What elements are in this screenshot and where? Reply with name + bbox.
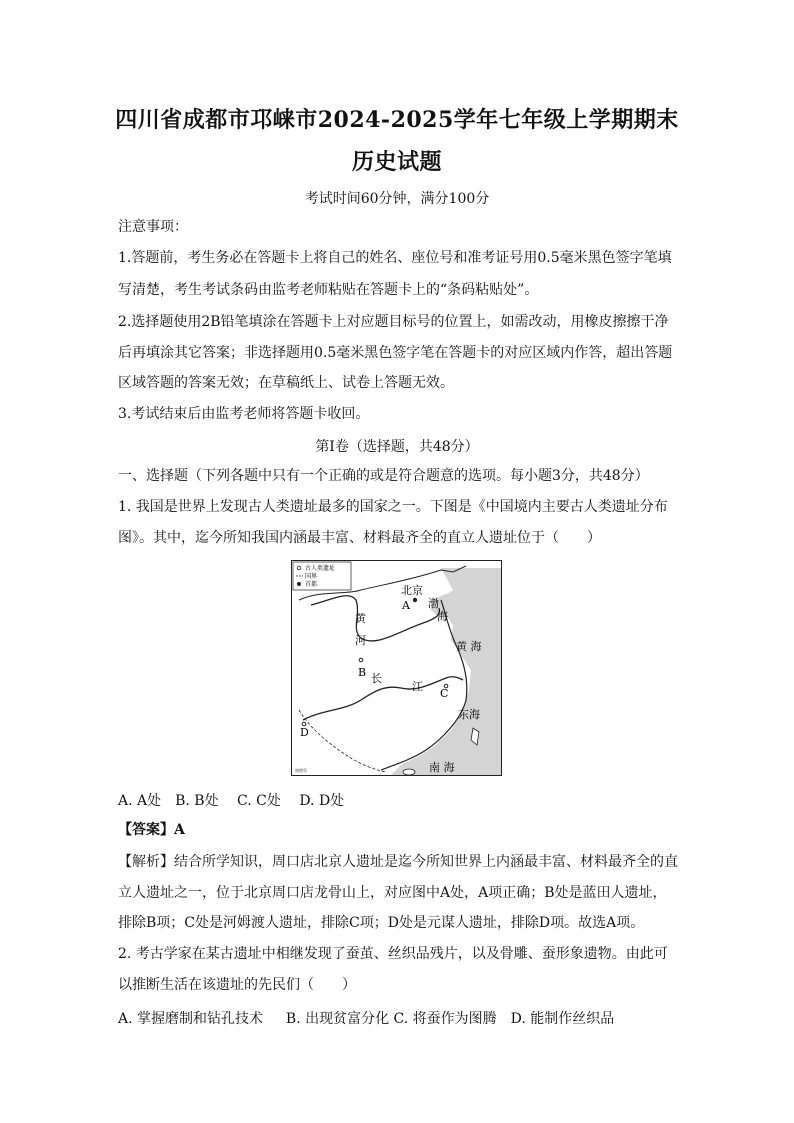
map-label-bohai-2: 海 — [437, 610, 448, 623]
map-label-beijing: 北京 — [401, 584, 423, 597]
legend-border: 国界 — [305, 573, 318, 580]
question-1-text: 图》。其中，迄今所知我国内涵最丰富、材料最齐全的直立人遗址位于（ ） — [118, 530, 601, 546]
question-1-analysis: 【解析】结合所学知识，周口店北京人遗址是迄今所知世界上内涵最丰富、材料最齐全的直 — [118, 854, 678, 870]
map-label-south-sea: 南 海 — [429, 761, 455, 774]
question-1-options: A. A处 B. B处 C. C处 D. D处 — [118, 793, 345, 809]
notice-line: 区域答题的答案无效；在草稿纸上、试卷上答题无效。 — [118, 375, 454, 391]
site-label-c: C — [440, 687, 449, 700]
notice-line: 写清楚，考生考试条码由监考老师粘贴在答题卡上的“条码粘贴处”。 — [118, 282, 539, 298]
map-label-bohai: 渤 — [428, 597, 439, 610]
site-label-b: B — [358, 666, 367, 679]
notice-line: 2.选择题使用2B铅笔填涂在答题卡上对应题目标号的位置上，如需改动，用橡皮擦擦干净 — [118, 314, 669, 330]
notice-heading: 注意事项： — [118, 219, 188, 235]
document-title: 四川省成都市邛崃市2024-2025学年七年级上学期期末 — [115, 107, 679, 133]
map-label-yellow-sea: 黄 海 — [456, 640, 482, 653]
capital-marker — [413, 598, 417, 602]
question-1-answer: 【答案】A — [118, 822, 185, 838]
legend-capital: 首都 — [305, 581, 318, 588]
legend-capital-icon — [297, 582, 301, 586]
map-label-he: 河 — [355, 634, 366, 647]
question-1-text: 1. 我国是世界上发现古人类遗址最多的国家之一。下图是《中国境内主要古人类遗址分布 — [118, 499, 668, 515]
document-subtitle: 历史试题 — [351, 149, 442, 175]
question-2-text: 以推断生活在该遗址的先民们（ ） — [118, 977, 356, 993]
notice-line: 1.答题前，考生务必在答题卡上将自己的姓名、座位号和准考证号用0.5毫米黑色签字笔填 — [118, 250, 672, 266]
ancient-sites-map — [291, 560, 502, 776]
site-label-a: A — [402, 599, 410, 612]
question-2-text: 2. 考古学家在某古遗址中相继发现了蚕茧、丝织品残片，以及骨雕、蚕形象遗物。由此可 — [118, 946, 668, 962]
map-note: 审图号 — [295, 768, 307, 773]
map-label-chang: 长 — [371, 672, 382, 685]
question-1-analysis: 排除B项；C处是河姆渡人遗址，排除C项；D处是元谋人遗址，排除D项。故选A项。 — [118, 915, 645, 931]
legend-site: 古人类遗址 — [305, 565, 336, 572]
question-1-analysis: 立人遗址之一，位于北京周口店龙骨山上，对应图中A处，A项正确；B处是蓝田人遗址， — [118, 885, 667, 901]
notice-line: 3.考试结束后由监考老师将答题卡收回。 — [118, 406, 370, 422]
map-label-east-sea: 东海 — [458, 708, 480, 721]
question-2-options: A. 掌握磨制和钻孔技术 B. 出现贫富分化 C. 将蚕作为图腾 D. 能制作丝织品 — [118, 1011, 615, 1027]
map-label-huang: 黄 — [355, 612, 366, 625]
section-title: 第Ⅰ卷（选择题，共48分） — [315, 439, 479, 455]
site-label-d: D — [300, 726, 309, 739]
part-heading: 一、选择题（下列各题中只有一个正确的或是符合题意的选项。每小题3分，共48分） — [118, 468, 649, 484]
map-label-jiang: 江 — [412, 680, 423, 693]
notice-line: 后再填涂其它答案；非选择题用0.5毫米黑色签字笔在答题卡的对应区域内作答，超出答题 — [118, 345, 673, 361]
exam-info: 考试时间60分钟，满分100分 — [304, 191, 490, 207]
